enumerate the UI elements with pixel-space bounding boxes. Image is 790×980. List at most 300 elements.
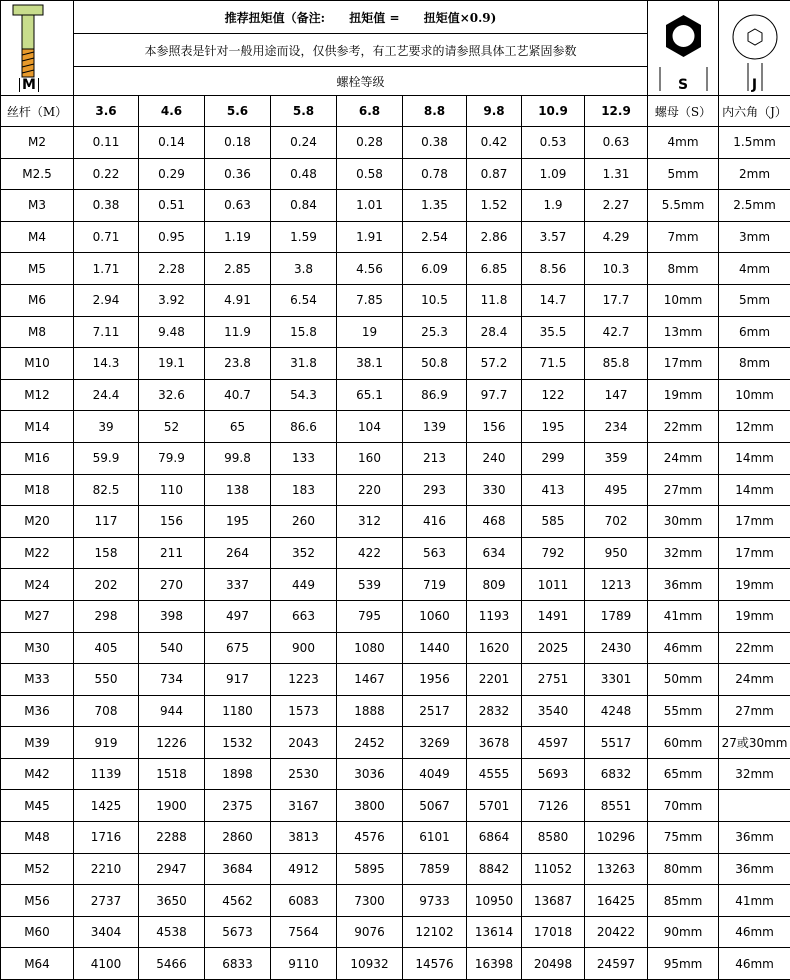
bolt-size-cell: M2.5: [1, 158, 74, 190]
torque-value-cell: 1.52: [467, 190, 522, 222]
torque-value-cell: 405: [74, 632, 139, 664]
table-row: [1, 916, 790, 948]
torque-value-cell: 413: [522, 474, 585, 506]
torque-value-cell: 50.8: [403, 348, 467, 380]
torque-value-cell: 7859: [403, 853, 467, 885]
table-row: [1, 221, 790, 253]
torque-value-cell: 17.7: [585, 284, 648, 316]
torque-value-cell: 7.85: [337, 284, 403, 316]
torque-value-cell: 9076: [337, 916, 403, 948]
torque-value-cell: 86.6: [271, 411, 337, 443]
torque-value-cell: 65.1: [337, 379, 403, 411]
column-header-hex: 内六角（J）: [719, 96, 790, 127]
torque-value-cell: 23.8: [205, 348, 271, 380]
torque-value-cell: 2430: [585, 632, 648, 664]
hex-key-size-cell: 1.5mm: [719, 127, 790, 159]
bolt-size-cell: M56: [1, 885, 74, 917]
hex-key-size-cell: 17mm: [719, 537, 790, 569]
torque-value-cell: 663: [271, 600, 337, 632]
torque-value-cell: 183: [271, 474, 337, 506]
torque-value-cell: 495: [585, 474, 648, 506]
torque-value-cell: 398: [139, 600, 205, 632]
torque-value-cell: 147: [585, 379, 648, 411]
torque-value-cell: 24597: [585, 948, 648, 980]
torque-value-cell: 1.01: [337, 190, 403, 222]
bolt-size-cell: M39: [1, 727, 74, 759]
torque-value-cell: 13614: [467, 916, 522, 948]
torque-value-cell: 14576: [403, 948, 467, 980]
torque-value-cell: 1011: [522, 569, 585, 601]
torque-value-cell: 468: [467, 506, 522, 538]
torque-value-cell: 4576: [337, 822, 403, 854]
torque-value-cell: 4.56: [337, 253, 403, 285]
table-row: [1, 379, 790, 411]
torque-value-cell: 0.95: [139, 221, 205, 253]
column-header-grade: 12.9: [585, 96, 648, 127]
torque-value-cell: 3650: [139, 885, 205, 917]
torque-value-cell: 359: [585, 442, 648, 474]
torque-value-cell: 1573: [271, 695, 337, 727]
column-header-size: 丝杆（M）: [1, 96, 74, 127]
torque-value-cell: 5673: [205, 916, 271, 948]
torque-value-cell: 422: [337, 537, 403, 569]
torque-value-cell: 3301: [585, 664, 648, 696]
nut-size-cell: 4mm: [648, 127, 719, 159]
torque-value-cell: 2751: [522, 664, 585, 696]
torque-value-cell: 330: [467, 474, 522, 506]
torque-value-cell: 6833: [205, 948, 271, 980]
torque-value-cell: 0.78: [403, 158, 467, 190]
torque-value-cell: 1180: [205, 695, 271, 727]
table-row: [1, 695, 790, 727]
torque-value-cell: 31.8: [271, 348, 337, 380]
torque-value-cell: 0.84: [271, 190, 337, 222]
torque-value-cell: 540: [139, 632, 205, 664]
hex-key-size-cell: 41mm: [719, 885, 790, 917]
bolt-size-cell: M14: [1, 411, 74, 443]
torque-value-cell: 11.8: [467, 284, 522, 316]
table-row: [1, 758, 790, 790]
torque-value-cell: 42.7: [585, 316, 648, 348]
torque-value-cell: 52: [139, 411, 205, 443]
nut-size-cell: 27mm: [648, 474, 719, 506]
torque-value-cell: 19: [337, 316, 403, 348]
bolt-size-cell: M33: [1, 664, 74, 696]
torque-value-cell: 8551: [585, 790, 648, 822]
torque-value-cell: 8.56: [522, 253, 585, 285]
torque-value-cell: 7564: [271, 916, 337, 948]
torque-value-cell: 2.94: [74, 284, 139, 316]
torque-value-cell: 11052: [522, 853, 585, 885]
torque-value-cell: 2.85: [205, 253, 271, 285]
torque-value-cell: 10296: [585, 822, 648, 854]
bolt-size-cell: M20: [1, 506, 74, 538]
bolt-size-cell: M27: [1, 600, 74, 632]
torque-value-cell: 2452: [337, 727, 403, 759]
torque-value-cell: 82.5: [74, 474, 139, 506]
nut-size-cell: 10mm: [648, 284, 719, 316]
torque-value-cell: 1532: [205, 727, 271, 759]
torque-value-cell: 1518: [139, 758, 205, 790]
table-row: [1, 569, 790, 601]
hex-key-size-cell: 27或30mm: [719, 727, 790, 759]
column-header-grade: 8.8: [403, 96, 467, 127]
bolt-size-cell: M10: [1, 348, 74, 380]
torque-value-cell: 7126: [522, 790, 585, 822]
hex-key-size-cell: [719, 790, 790, 822]
torque-value-cell: 3404: [74, 916, 139, 948]
nut-size-cell: 5mm: [648, 158, 719, 190]
torque-value-cell: 3036: [337, 758, 403, 790]
torque-value-cell: 0.71: [74, 221, 139, 253]
hex-key-size-cell: 24mm: [719, 664, 790, 696]
torque-value-cell: 1888: [337, 695, 403, 727]
column-header-row: [1, 96, 790, 127]
torque-value-cell: 4049: [403, 758, 467, 790]
torque-value-cell: 202: [74, 569, 139, 601]
bolt-size-cell: M30: [1, 632, 74, 664]
nut-figure-cell: [648, 1, 719, 96]
nut-size-cell: 22mm: [648, 411, 719, 443]
table-row: [1, 316, 790, 348]
nut-size-cell: 60mm: [648, 727, 719, 759]
torque-value-cell: 270: [139, 569, 205, 601]
torque-value-cell: 539: [337, 569, 403, 601]
nut-size-cell: 5.5mm: [648, 190, 719, 222]
torque-note-title: 推荐扭矩值（备注: 扭矩值 = 扭矩值×0.9): [74, 1, 648, 34]
torque-value-cell: 38.1: [337, 348, 403, 380]
torque-value-cell: 139: [403, 411, 467, 443]
torque-value-cell: 15.8: [271, 316, 337, 348]
hex-key-size-cell: 19mm: [719, 569, 790, 601]
torque-value-cell: 0.58: [337, 158, 403, 190]
torque-value-cell: 156: [467, 411, 522, 443]
torque-value-cell: 11.9: [205, 316, 271, 348]
table-row: [1, 948, 790, 980]
table-row: [1, 853, 790, 885]
torque-value-cell: 133: [271, 442, 337, 474]
torque-value-cell: 2025: [522, 632, 585, 664]
hex-key-size-cell: 5mm: [719, 284, 790, 316]
nut-size-cell: 65mm: [648, 758, 719, 790]
torque-value-cell: 312: [337, 506, 403, 538]
torque-value-cell: 8580: [522, 822, 585, 854]
torque-value-cell: 1226: [139, 727, 205, 759]
torque-value-cell: 2947: [139, 853, 205, 885]
torque-value-cell: 675: [205, 632, 271, 664]
torque-value-cell: 1789: [585, 600, 648, 632]
torque-value-cell: 3269: [403, 727, 467, 759]
torque-value-cell: 6083: [271, 885, 337, 917]
torque-value-cell: 1.9: [522, 190, 585, 222]
nut-size-cell: 50mm: [648, 664, 719, 696]
torque-value-cell: 3.8: [271, 253, 337, 285]
torque-value-cell: 195: [205, 506, 271, 538]
torque-value-cell: 0.63: [205, 190, 271, 222]
torque-value-cell: 10.3: [585, 253, 648, 285]
torque-value-cell: 85.8: [585, 348, 648, 380]
torque-value-cell: 5466: [139, 948, 205, 980]
hex-key-size-cell: 14mm: [719, 442, 790, 474]
torque-value-cell: 2.54: [403, 221, 467, 253]
bolt-size-cell: M45: [1, 790, 74, 822]
torque-value-cell: 1620: [467, 632, 522, 664]
torque-value-cell: 4562: [205, 885, 271, 917]
torque-value-cell: 1223: [271, 664, 337, 696]
torque-value-cell: 3.57: [522, 221, 585, 253]
table-row: [1, 537, 790, 569]
table-row: [1, 158, 790, 190]
torque-value-cell: 14.7: [522, 284, 585, 316]
torque-value-cell: 795: [337, 600, 403, 632]
torque-value-cell: 54.3: [271, 379, 337, 411]
torque-value-cell: 2210: [74, 853, 139, 885]
torque-value-cell: 734: [139, 664, 205, 696]
torque-value-cell: 900: [271, 632, 337, 664]
table-row: [1, 474, 790, 506]
torque-value-cell: 7300: [337, 885, 403, 917]
column-header-grade: 9.8: [467, 96, 522, 127]
torque-value-cell: 1.35: [403, 190, 467, 222]
torque-value-cell: 195: [522, 411, 585, 443]
torque-value-cell: 25.3: [403, 316, 467, 348]
torque-value-cell: 4555: [467, 758, 522, 790]
torque-value-cell: 0.11: [74, 127, 139, 159]
torque-value-cell: 6.85: [467, 253, 522, 285]
nut-size-cell: 36mm: [648, 569, 719, 601]
torque-value-cell: 16398: [467, 948, 522, 980]
torque-value-cell: 3813: [271, 822, 337, 854]
torque-value-cell: 4.91: [205, 284, 271, 316]
bolt-figure-label: M: [19, 78, 39, 92]
torque-value-cell: 2043: [271, 727, 337, 759]
torque-value-cell: 4912: [271, 853, 337, 885]
torque-value-cell: 0.29: [139, 158, 205, 190]
torque-value-cell: 1898: [205, 758, 271, 790]
torque-value-cell: 86.9: [403, 379, 467, 411]
torque-value-cell: 809: [467, 569, 522, 601]
torque-value-cell: 1491: [522, 600, 585, 632]
torque-value-cell: 138: [205, 474, 271, 506]
torque-value-cell: 2.86: [467, 221, 522, 253]
torque-value-cell: 260: [271, 506, 337, 538]
torque-value-cell: 99.8: [205, 442, 271, 474]
nut-size-cell: 41mm: [648, 600, 719, 632]
torque-value-cell: 449: [271, 569, 337, 601]
torque-value-cell: 2201: [467, 664, 522, 696]
torque-value-cell: 5517: [585, 727, 648, 759]
torque-value-cell: 0.87: [467, 158, 522, 190]
nut-size-cell: 55mm: [648, 695, 719, 727]
torque-value-cell: 2375: [205, 790, 271, 822]
torque-value-cell: 1139: [74, 758, 139, 790]
torque-value-cell: 1.91: [337, 221, 403, 253]
hex-key-size-cell: 22mm: [719, 632, 790, 664]
nut-size-cell: 17mm: [648, 348, 719, 380]
socket-figure-label: J: [751, 77, 758, 93]
torque-value-cell: 497: [205, 600, 271, 632]
torque-value-cell: 16425: [585, 885, 648, 917]
hex-key-size-cell: 17mm: [719, 506, 790, 538]
torque-value-cell: 3800: [337, 790, 403, 822]
hex-key-size-cell: 4mm: [719, 253, 790, 285]
torque-value-cell: 0.38: [403, 127, 467, 159]
torque-value-cell: 3540: [522, 695, 585, 727]
torque-value-cell: 14.3: [74, 348, 139, 380]
hex-key-size-cell: 2.5mm: [719, 190, 790, 222]
torque-value-cell: 156: [139, 506, 205, 538]
nut-size-cell: 85mm: [648, 885, 719, 917]
column-header-grade: 5.6: [205, 96, 271, 127]
torque-value-cell: 0.63: [585, 127, 648, 159]
torque-value-cell: 9.48: [139, 316, 205, 348]
bolt-grade-header: 螺栓等级: [74, 67, 648, 96]
torque-value-cell: 1716: [74, 822, 139, 854]
torque-value-cell: 550: [74, 664, 139, 696]
torque-value-cell: 57.2: [467, 348, 522, 380]
nut-size-cell: 80mm: [648, 853, 719, 885]
torque-value-cell: 1956: [403, 664, 467, 696]
torque-value-cell: 240: [467, 442, 522, 474]
torque-value-cell: 2860: [205, 822, 271, 854]
torque-value-cell: 32.6: [139, 379, 205, 411]
table-row: [1, 190, 790, 222]
torque-value-cell: 4100: [74, 948, 139, 980]
torque-value-cell: 234: [585, 411, 648, 443]
torque-value-cell: 4538: [139, 916, 205, 948]
table-row: [1, 411, 790, 443]
hex-key-size-cell: 8mm: [719, 348, 790, 380]
torque-value-cell: 298: [74, 600, 139, 632]
torque-value-cell: 213: [403, 442, 467, 474]
torque-value-cell: 3167: [271, 790, 337, 822]
column-header-grade: 5.8: [271, 96, 337, 127]
torque-value-cell: 2288: [139, 822, 205, 854]
nut-size-cell: 19mm: [648, 379, 719, 411]
bolt-size-cell: M42: [1, 758, 74, 790]
torque-value-cell: 39: [74, 411, 139, 443]
torque-value-cell: 17018: [522, 916, 585, 948]
table-row: [1, 442, 790, 474]
torque-value-cell: 40.7: [205, 379, 271, 411]
bolt-size-cell: M52: [1, 853, 74, 885]
bolt-size-cell: M18: [1, 474, 74, 506]
torque-value-cell: 71.5: [522, 348, 585, 380]
torque-value-cell: 702: [585, 506, 648, 538]
hex-key-size-cell: 46mm: [719, 916, 790, 948]
torque-value-cell: 0.22: [74, 158, 139, 190]
torque-value-cell: 1080: [337, 632, 403, 664]
torque-value-cell: 5067: [403, 790, 467, 822]
torque-value-cell: 211: [139, 537, 205, 569]
torque-value-cell: 2.28: [139, 253, 205, 285]
table-row: [1, 727, 790, 759]
bolt-size-cell: M5: [1, 253, 74, 285]
torque-value-cell: 563: [403, 537, 467, 569]
table-row: [1, 632, 790, 664]
torque-value-cell: 1.71: [74, 253, 139, 285]
torque-value-cell: 0.28: [337, 127, 403, 159]
torque-value-cell: 3678: [467, 727, 522, 759]
bolt-size-cell: M12: [1, 379, 74, 411]
torque-value-cell: 1900: [139, 790, 205, 822]
torque-value-cell: 104: [337, 411, 403, 443]
torque-value-cell: 4597: [522, 727, 585, 759]
hex-key-size-cell: 14mm: [719, 474, 790, 506]
table-row: [1, 790, 790, 822]
torque-value-cell: 585: [522, 506, 585, 538]
torque-value-cell: 917: [205, 664, 271, 696]
torque-value-cell: 1425: [74, 790, 139, 822]
torque-value-cell: 7.11: [74, 316, 139, 348]
nut-figure-label: S: [677, 77, 689, 93]
nut-size-cell: 24mm: [648, 442, 719, 474]
torque-value-cell: 158: [74, 537, 139, 569]
torque-value-cell: 2832: [467, 695, 522, 727]
torque-value-cell: 35.5: [522, 316, 585, 348]
column-header-grade: 3.6: [74, 96, 139, 127]
table-row: [1, 822, 790, 854]
torque-value-cell: 708: [74, 695, 139, 727]
torque-value-cell: 65: [205, 411, 271, 443]
torque-value-cell: 0.42: [467, 127, 522, 159]
table-row: [1, 284, 790, 316]
torque-value-cell: 24.4: [74, 379, 139, 411]
torque-value-cell: 160: [337, 442, 403, 474]
torque-value-cell: 5701: [467, 790, 522, 822]
hex-key-size-cell: 36mm: [719, 822, 790, 854]
torque-value-cell: 6.54: [271, 284, 337, 316]
torque-value-cell: 352: [271, 537, 337, 569]
torque-value-cell: 5895: [337, 853, 403, 885]
column-header-grade: 10.9: [522, 96, 585, 127]
torque-value-cell: 2737: [74, 885, 139, 917]
torque-value-cell: 264: [205, 537, 271, 569]
usage-note: 本参照表是针对一般用途而设，仅供参考，有工艺要求的请参照具体工艺紧固参数: [74, 34, 648, 67]
torque-value-cell: 12102: [403, 916, 467, 948]
torque-value-cell: 4.29: [585, 221, 648, 253]
hex-key-size-cell: 12mm: [719, 411, 790, 443]
nut-size-cell: 75mm: [648, 822, 719, 854]
torque-value-cell: 634: [467, 537, 522, 569]
table-row: [1, 885, 790, 917]
hex-key-size-cell: 27mm: [719, 695, 790, 727]
bolt-size-cell: M8: [1, 316, 74, 348]
torque-value-cell: 919: [74, 727, 139, 759]
torque-value-cell: 9733: [403, 885, 467, 917]
torque-value-cell: 13263: [585, 853, 648, 885]
torque-value-cell: 1.31: [585, 158, 648, 190]
torque-value-cell: 2517: [403, 695, 467, 727]
nut-size-cell: 13mm: [648, 316, 719, 348]
torque-value-cell: 950: [585, 537, 648, 569]
torque-value-cell: 3684: [205, 853, 271, 885]
torque-value-cell: 10.5: [403, 284, 467, 316]
torque-value-cell: 0.14: [139, 127, 205, 159]
torque-value-cell: 1467: [337, 664, 403, 696]
torque-value-cell: 220: [337, 474, 403, 506]
torque-value-cell: 0.38: [74, 190, 139, 222]
hex-key-size-cell: 3mm: [719, 221, 790, 253]
torque-value-cell: 10932: [337, 948, 403, 980]
torque-value-cell: 28.4: [467, 316, 522, 348]
torque-value-cell: 8842: [467, 853, 522, 885]
bolt-size-cell: M22: [1, 537, 74, 569]
torque-value-cell: 0.53: [522, 127, 585, 159]
torque-value-cell: 1213: [585, 569, 648, 601]
nut-size-cell: 30mm: [648, 506, 719, 538]
hex-key-size-cell: 46mm: [719, 948, 790, 980]
